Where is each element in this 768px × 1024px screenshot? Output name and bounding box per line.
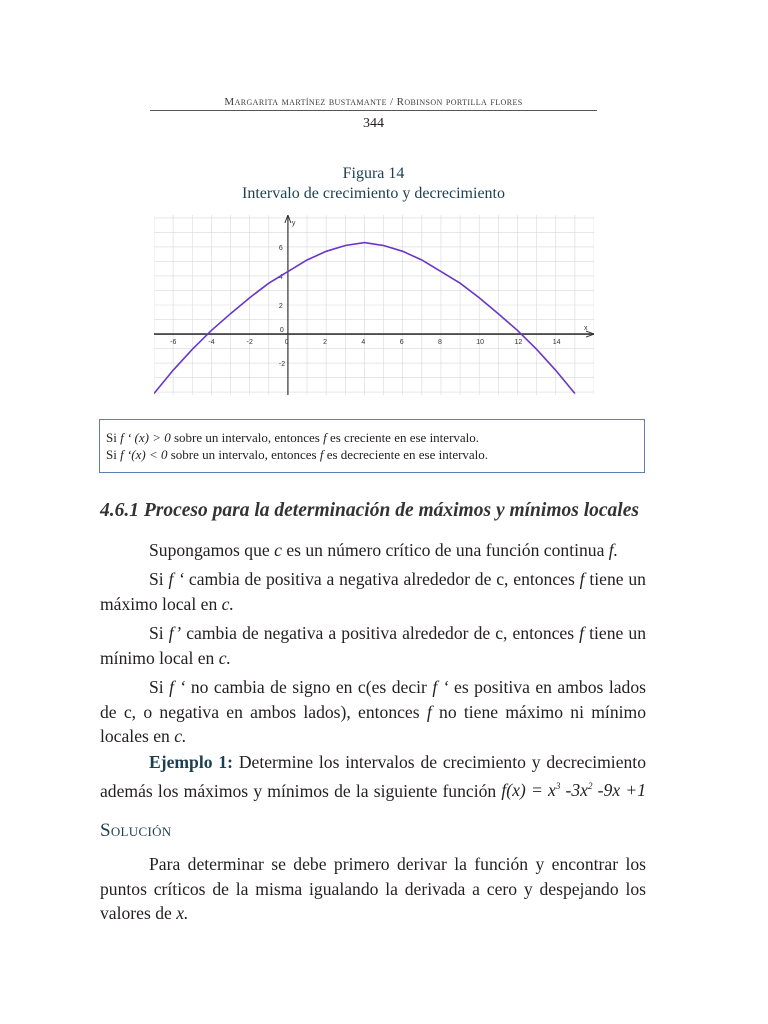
page-number: 344 <box>363 116 384 131</box>
note-increasing: Si f ‘ (x) > 0 sobre un intervalo, entonces f es creciente en ese intervalo. <box>106 430 480 445</box>
x-tick-label: -2 <box>246 339 253 347</box>
x-tick-label: 0 <box>284 339 289 347</box>
derivative-note-box <box>99 419 645 473</box>
x-tick-label: 8 <box>437 339 442 347</box>
y-tick-label: 2 <box>278 303 283 310</box>
solution-heading: Solución <box>100 820 172 841</box>
paragraph-local-minimum: Si f’ cambia de negativa a positiva alrededor de c, entonces f tiene un mínimo local en c. <box>100 623 646 668</box>
y-tick-label: 6 <box>278 244 283 252</box>
paragraph-no-extremum: Si f ‘ no cambia de signo en c(es decir f ‘ es positiva en ambos lados de c, o negativa en ambos lados), entonces f no tiene máximo ni mínimo locales en c. <box>100 677 646 746</box>
x-tick-label: 6 <box>399 339 404 347</box>
y-axis-label: y <box>291 220 296 227</box>
paragraph-local-maximum: Si f ‘ cambia de positiva a negativa alrededor de c, entonces f tiene un máximo local en c. <box>100 569 646 614</box>
x-tick-label: 2 <box>323 339 328 347</box>
note-decreasing: Si f ‘(x) < 0 sobre un intervalo, entonces f es decreciente en ese intervalo. <box>106 447 489 462</box>
x-tick-label: -6 <box>170 339 177 347</box>
x-tick-label: -4 <box>208 339 215 347</box>
x-axis-label: x <box>584 325 588 333</box>
x-tick-label: 12 <box>514 339 523 347</box>
graph-grid <box>154 215 594 395</box>
y-tick-label: 0 <box>279 327 284 335</box>
graph-ticks <box>170 245 561 368</box>
y-tick-label: 4 <box>278 273 283 281</box>
running-head: Margarita martínez bustamante / Robinson portilla flores <box>224 96 523 108</box>
figure-title: Intervalo de crecimiento y decrecimiento <box>242 185 505 202</box>
example-label: Ejemplo 1: <box>149 752 234 772</box>
x-tick-label: 10 <box>476 339 485 347</box>
x-tick-label: 14 <box>552 339 561 347</box>
header-rule <box>150 110 597 111</box>
function-graph <box>154 215 594 395</box>
function-formula: $f(x) = x^3$ $-3x^2$ -9x +1 <box>501 780 646 801</box>
paragraph-example-1: Ejemplo 1: Determine los intervalos de crecimiento y decrecimiento además los máximos y mínimos de la siguiente función $f(x) = x^3$ $-3x^2$ -9x +1 <box>100 752 646 801</box>
paragraph-critical-number: Supongamos que c es un número crítico de una función continua f. <box>149 540 619 560</box>
figure-label: Figura 14 <box>342 165 405 182</box>
paragraph-solution: Para determinar se debe primero derivar la función y encontrar los puntos críticos de la misma igualando la derivada a cero y despejando los valores de x. <box>100 854 646 923</box>
section-heading: 4.6.1 Proceso para la determinación de máximos y mínimos locales <box>100 500 639 521</box>
x-tick-label: 4 <box>361 339 366 347</box>
y-tick-label: -2 <box>278 361 286 369</box>
